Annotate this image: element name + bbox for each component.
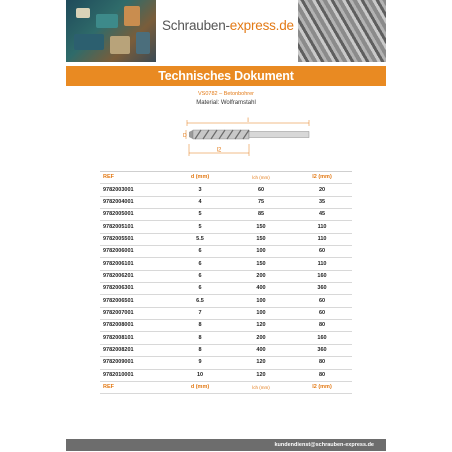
brand-main: Schrauben-	[162, 18, 230, 33]
cell-flute-length: 160	[292, 270, 352, 282]
table-row	[100, 295, 352, 307]
header-flute-length: l2 (mm)	[292, 172, 352, 184]
table-row	[100, 344, 352, 356]
cell-diameter: 5	[170, 221, 230, 233]
cell-flute-length: 20	[292, 184, 352, 196]
title-bar	[66, 66, 386, 86]
cell-flute-length: 35	[292, 196, 352, 208]
table-row	[100, 283, 352, 295]
cell-ref: 9782006201	[100, 270, 170, 282]
table-header-row	[100, 172, 352, 184]
cell-diameter: 10	[170, 369, 230, 381]
cell-ref: 9782005501	[100, 233, 170, 245]
cell-diameter: 6	[170, 258, 230, 270]
diagram-label-l: l	[247, 118, 249, 124]
table-footer-row	[100, 381, 352, 393]
table-row	[100, 258, 352, 270]
cell-diameter: 6.5	[170, 295, 230, 307]
workshop-photo	[66, 0, 156, 62]
header-ref: REF	[100, 172, 170, 184]
cell-diameter: 4	[170, 196, 230, 208]
table-row	[100, 357, 352, 369]
cell-flute-length: 110	[292, 258, 352, 270]
cell-diameter: 8	[170, 320, 230, 332]
cell-length: 150	[230, 233, 292, 245]
spec-table	[100, 171, 352, 394]
diagram-label-l2: l2	[216, 147, 222, 154]
brand-accent: express.de	[229, 18, 294, 33]
table-row	[100, 307, 352, 319]
cell-diameter: 8	[170, 344, 230, 356]
table-row	[100, 246, 352, 258]
cell-length: 85	[230, 209, 292, 221]
table-row	[100, 196, 352, 208]
header-diameter: d (mm)	[170, 172, 230, 184]
footer-flute-length: l2 (mm)	[292, 381, 352, 393]
cell-length: 100	[230, 307, 292, 319]
cell-length: 150	[230, 258, 292, 270]
cell-ref: 9782006001	[100, 246, 170, 258]
cell-ref: 9782005101	[100, 221, 170, 233]
cell-length: 120	[230, 369, 292, 381]
cell-ref: 9782008201	[100, 344, 170, 356]
cell-diameter: 6	[170, 283, 230, 295]
cell-flute-length: 80	[292, 320, 352, 332]
cell-length: 400	[230, 344, 292, 356]
cell-diameter: 6	[170, 270, 230, 282]
footer-length: lch (mm)	[230, 381, 292, 393]
cell-flute-length: 60	[292, 295, 352, 307]
cell-length: 120	[230, 320, 292, 332]
table-row	[100, 233, 352, 245]
table-row	[100, 369, 352, 381]
cell-flute-length: 160	[292, 332, 352, 344]
cell-ref: 9782010001	[100, 369, 170, 381]
footer-diameter: d (mm)	[170, 381, 230, 393]
product-name: VS0782 – Betonbohrer	[198, 91, 254, 97]
cell-length: 120	[230, 357, 292, 369]
cell-ref: 9782004001	[100, 196, 170, 208]
cell-flute-length: 360	[292, 344, 352, 356]
cell-flute-length: 60	[292, 246, 352, 258]
cell-length: 100	[230, 295, 292, 307]
product-material: Material: Wolframstahl	[196, 100, 256, 106]
cell-ref: 9782005001	[100, 209, 170, 221]
cell-length: 400	[230, 283, 292, 295]
header-length: lch (mm)	[230, 172, 292, 184]
cell-length: 75	[230, 196, 292, 208]
cell-flute-length: 80	[292, 357, 352, 369]
cell-ref: 9782006301	[100, 283, 170, 295]
table-row	[100, 221, 352, 233]
document-title: Technisches Dokument	[158, 69, 294, 83]
cell-length: 60	[230, 184, 292, 196]
table-row	[100, 184, 352, 196]
cell-ref: 9782008101	[100, 332, 170, 344]
cell-length: 200	[230, 270, 292, 282]
cell-ref: 9782008001	[100, 320, 170, 332]
spec-table-body	[100, 184, 352, 382]
cell-length: 200	[230, 332, 292, 344]
support-email-link[interactable]: kundendienst@schrauben-express.de	[274, 442, 374, 448]
cell-flute-length: 360	[292, 283, 352, 295]
cell-flute-length: 110	[292, 221, 352, 233]
cell-flute-length: 60	[292, 307, 352, 319]
brand-logo[interactable]	[162, 18, 294, 33]
cell-diameter: 6	[170, 246, 230, 258]
cell-flute-length: 80	[292, 369, 352, 381]
drill-bit-diagram	[183, 116, 313, 160]
cell-length: 100	[230, 246, 292, 258]
cell-ref: 9782009001	[100, 357, 170, 369]
table-row	[100, 332, 352, 344]
table-row	[100, 270, 352, 282]
cell-diameter: 5.5	[170, 233, 230, 245]
screws-photo	[298, 0, 386, 62]
footer-ref: REF	[100, 381, 170, 393]
cell-diameter: 8	[170, 332, 230, 344]
diagram-label-d: D	[183, 133, 187, 139]
footer-bar	[66, 439, 386, 451]
document-page	[66, 0, 386, 452]
table-row	[100, 320, 352, 332]
cell-diameter: 5	[170, 209, 230, 221]
cell-flute-length: 110	[292, 233, 352, 245]
cell-length: 150	[230, 221, 292, 233]
cell-diameter: 3	[170, 184, 230, 196]
cell-diameter: 9	[170, 357, 230, 369]
cell-ref: 9782006101	[100, 258, 170, 270]
cell-ref: 9782007001	[100, 307, 170, 319]
table-row	[100, 209, 352, 221]
cell-flute-length: 45	[292, 209, 352, 221]
cell-ref: 9782003001	[100, 184, 170, 196]
cell-ref: 9782006501	[100, 295, 170, 307]
cell-diameter: 7	[170, 307, 230, 319]
